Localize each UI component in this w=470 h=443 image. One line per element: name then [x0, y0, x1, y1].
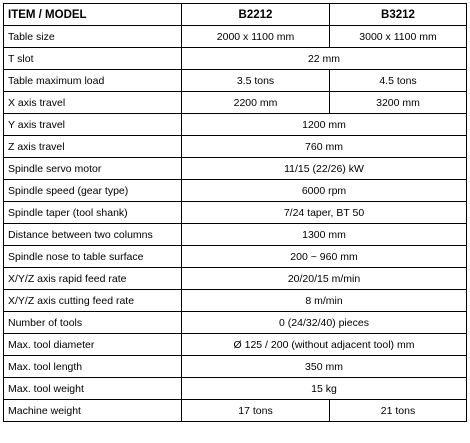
- table-row: [4, 26, 467, 48]
- table-row: [4, 334, 467, 356]
- table-header-row: [4, 4, 467, 26]
- header-item-model: ITEM / MODEL: [4, 4, 182, 26]
- row-label: Max. tool diameter: [4, 334, 182, 356]
- row-label: Spindle nose to table surface: [4, 246, 182, 268]
- row-label: Distance between two columns: [4, 224, 182, 246]
- header-model-b2212: B2212: [182, 4, 330, 26]
- table-row: [4, 92, 467, 114]
- table-row: [4, 158, 467, 180]
- table-row: [4, 246, 467, 268]
- row-label: Number of tools: [4, 312, 182, 334]
- row-value-model-2: 21 tons: [330, 400, 467, 422]
- table-row: [4, 70, 467, 92]
- table-row: [4, 378, 467, 400]
- spec-table-body: [4, 26, 467, 422]
- row-value-shared: 8 m/min: [182, 290, 467, 312]
- row-value-shared: Ø 125 / 200 (without adjacent tool) mm: [182, 334, 467, 356]
- row-value-shared: 22 mm: [182, 48, 467, 70]
- row-value-shared: 200 ~ 960 mm: [182, 246, 467, 268]
- row-label: X/Y/Z axis rapid feed rate: [4, 268, 182, 290]
- row-value-shared: 20/20/15 m/min: [182, 268, 467, 290]
- row-value-model-2: 3000 x 1100 mm: [330, 26, 467, 48]
- row-label: X axis travel: [4, 92, 182, 114]
- row-value-model-2: 4.5 tons: [330, 70, 467, 92]
- row-value-model-1: 2200 mm: [182, 92, 330, 114]
- row-label: Z axis travel: [4, 136, 182, 158]
- table-row: [4, 48, 467, 70]
- row-value-model-2: 3200 mm: [330, 92, 467, 114]
- header-model-b3212: B3212: [330, 4, 467, 26]
- row-value-shared: 760 mm: [182, 136, 467, 158]
- row-value-shared: 350 mm: [182, 356, 467, 378]
- table-row: [4, 224, 467, 246]
- row-value-shared: 1300 mm: [182, 224, 467, 246]
- row-label: Max. tool length: [4, 356, 182, 378]
- row-label: Spindle taper (tool shank): [4, 202, 182, 224]
- row-label: Spindle speed (gear type): [4, 180, 182, 202]
- row-label: T slot: [4, 48, 182, 70]
- row-value-model-1: 17 tons: [182, 400, 330, 422]
- table-row: [4, 312, 467, 334]
- row-value-shared: 7/24 taper, BT 50: [182, 202, 467, 224]
- table-row: [4, 400, 467, 422]
- table-row: [4, 290, 467, 312]
- spec-table-container: [3, 3, 467, 422]
- table-row: [4, 136, 467, 158]
- row-label: Table size: [4, 26, 182, 48]
- table-row: [4, 268, 467, 290]
- row-label: Y axis travel: [4, 114, 182, 136]
- table-row: [4, 180, 467, 202]
- spec-table: [3, 3, 467, 422]
- row-label: Spindle servo motor: [4, 158, 182, 180]
- row-value-shared: 11/15 (22/26) kW: [182, 158, 467, 180]
- row-value-model-1: 2000 x 1100 mm: [182, 26, 330, 48]
- row-value-shared: 6000 rpm: [182, 180, 467, 202]
- row-value-shared: 15 kg: [182, 378, 467, 400]
- table-row: [4, 356, 467, 378]
- row-value-shared: 1200 mm: [182, 114, 467, 136]
- row-label: Max. tool weight: [4, 378, 182, 400]
- row-label: X/Y/Z axis cutting feed rate: [4, 290, 182, 312]
- table-row: [4, 202, 467, 224]
- row-label: Table maximum load: [4, 70, 182, 92]
- row-value-model-1: 3.5 tons: [182, 70, 330, 92]
- table-row: [4, 114, 467, 136]
- row-label: Machine weight: [4, 400, 182, 422]
- row-value-shared: 0 (24/32/40) pieces: [182, 312, 467, 334]
